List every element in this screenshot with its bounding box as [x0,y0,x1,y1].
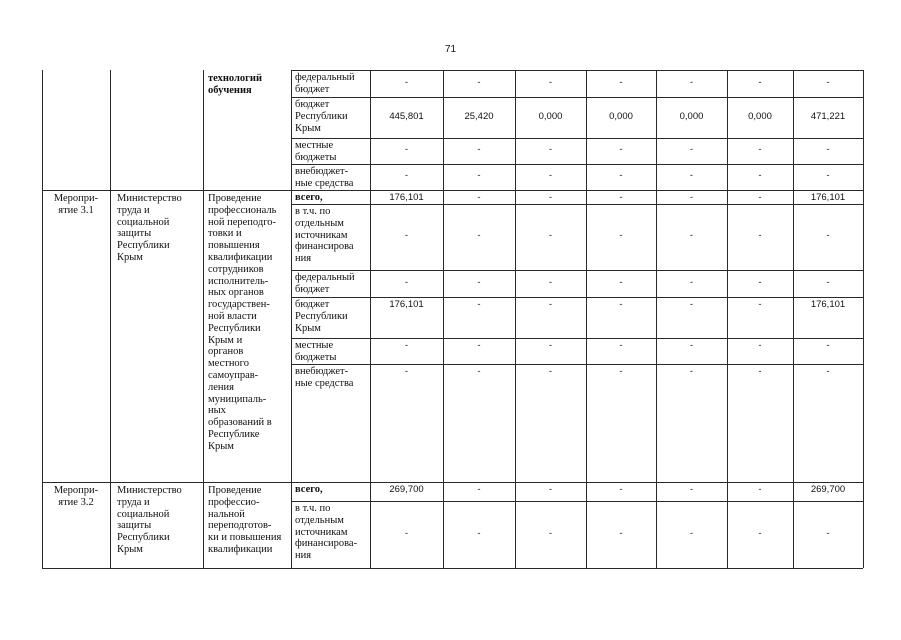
activity-3-1-label: Меропри- ятие 3.1 [53,193,99,216]
value-cell: - [477,170,481,181]
value-cell: - [689,528,694,539]
grid-hline [291,138,863,139]
value-cell: 471,221 [810,111,846,122]
value-cell: - [689,192,694,203]
value-cell: - [689,170,694,181]
grid-vline [863,70,864,568]
value-cell: - [477,77,481,88]
source-cell: федеральный бюджет [295,72,355,95]
value-cell: - [548,144,553,155]
grid-hline [291,364,863,365]
value-cell: - [477,366,481,377]
grid-hline [291,97,863,98]
grid-hline [291,501,863,502]
value-cell: - [619,340,623,351]
value-cell: - [758,192,762,203]
source-cell: внебюджет- ные средства [295,366,354,389]
activity-3-2-label: Меропри- ятие 3.2 [53,485,99,508]
value-cell: - [404,77,409,88]
source-cell: бюджет Республики Крым [295,299,348,334]
value-cell: - [619,528,623,539]
value-cell: 0,000 [538,111,563,122]
value-cell: - [758,144,762,155]
value-cell: - [689,144,694,155]
value-cell: - [477,340,481,351]
value-cell: 176,101 [810,299,846,310]
grid-hline [291,204,863,205]
value-cell: - [689,230,694,241]
value-cell: 176,101 [810,192,846,203]
value-cell: - [477,528,481,539]
value-cell: - [477,192,481,203]
value-cell: - [758,230,762,241]
grid-vline [110,70,111,568]
value-cell: - [758,340,762,351]
value-cell: - [548,299,553,310]
value-cell: - [404,277,409,288]
grid-hline [291,297,863,298]
grid-hline [42,190,863,191]
value-cell: - [826,170,830,181]
grid-hline [291,338,863,339]
value-cell: - [548,77,553,88]
value-cell: - [689,277,694,288]
value-cell: - [758,77,762,88]
value-cell: - [548,230,553,241]
value-cell: - [826,144,830,155]
value-cell: - [619,170,623,181]
value-cell: - [619,77,623,88]
value-cell: - [477,277,481,288]
value-cell: 25,420 [464,111,494,122]
value-cell: - [619,299,623,310]
activity-3-1-executor: Министерство труда и социальной защиты Республики Крым [117,193,182,263]
value-cell: 0,000 [609,111,633,122]
value-cell: - [404,340,409,351]
source-cell: в т.ч. по отдельным источникам финансирова ния [295,206,354,265]
value-cell: - [548,366,553,377]
value-cell: - [404,170,409,181]
value-cell: - [548,484,553,495]
value-cell: 445,801 [389,111,424,122]
value-cell: - [548,170,553,181]
grid-vline [291,70,292,568]
value-cell: - [619,144,623,155]
value-cell: - [689,299,694,310]
value-cell: - [758,299,762,310]
value-cell: 269,700 [810,484,846,495]
top-description: технологий обучения [208,73,263,96]
value-cell: - [689,484,694,495]
value-cell: - [826,277,830,288]
value-cell: - [619,366,623,377]
grid-hline [291,70,863,71]
value-cell: - [619,484,623,495]
grid-hline [42,482,863,483]
grid-hline [291,164,863,165]
activity-3-2-description: Проведение профессио- нальной переподготов- ки и повышения квалификации [208,485,282,555]
value-cell: 0,000 [748,111,772,122]
source-cell: в т.ч. по отдельным источникам финансирова- ния [295,503,358,562]
grid-hline [291,270,863,271]
value-cell: 0,000 [679,111,704,122]
value-cell: - [404,366,409,377]
value-cell: 176,101 [389,192,424,203]
value-cell: - [826,340,830,351]
value-cell: - [548,340,553,351]
page-number: 71 [444,44,457,55]
value-cell: - [548,192,553,203]
source-cell: всего, [295,192,323,203]
value-cell: - [404,144,409,155]
value-cell: - [548,277,553,288]
value-cell: - [619,192,623,203]
value-cell: - [477,299,481,310]
value-cell: - [826,230,830,241]
value-cell: - [826,366,830,377]
activity-3-2-executor: Министерство труда и социальной защиты Республики Крым [117,485,182,555]
value-cell: - [689,77,694,88]
value-cell: - [758,170,762,181]
value-cell: - [404,528,409,539]
value-cell: - [477,230,481,241]
grid-vline [203,70,204,568]
value-cell: 269,700 [389,484,424,495]
source-cell: местные бюджеты [295,140,337,163]
value-cell: - [548,528,553,539]
value-cell: - [758,277,762,288]
source-cell: внебюджет- ные средства [295,166,354,189]
value-cell: - [826,528,830,539]
source-cell: местные бюджеты [295,340,337,363]
value-cell: - [826,77,830,88]
value-cell: 176,101 [389,299,424,310]
value-cell: - [619,277,623,288]
value-cell: - [758,366,762,377]
grid-vline [42,70,43,568]
value-cell: - [689,340,694,351]
value-cell: - [758,484,762,495]
value-cell: - [404,230,409,241]
value-cell: - [758,528,762,539]
grid-hline [42,568,863,569]
source-cell: всего, [295,484,323,495]
source-cell: бюджет Республики Крым [295,99,348,134]
value-cell: - [477,484,481,495]
value-cell: - [689,366,694,377]
value-cell: - [477,144,481,155]
activity-3-1-description: Проведение профессиональ ной переподго- товки и повышения квалификации сотрудников исполнитель- ных органов государствен- ной власти Республики Крым и органов местного самоуправ- ления муниципаль- ных образований в Республике Крым [208,193,277,452]
value-cell: - [619,230,623,241]
source-cell: федеральный бюджет [295,272,355,295]
